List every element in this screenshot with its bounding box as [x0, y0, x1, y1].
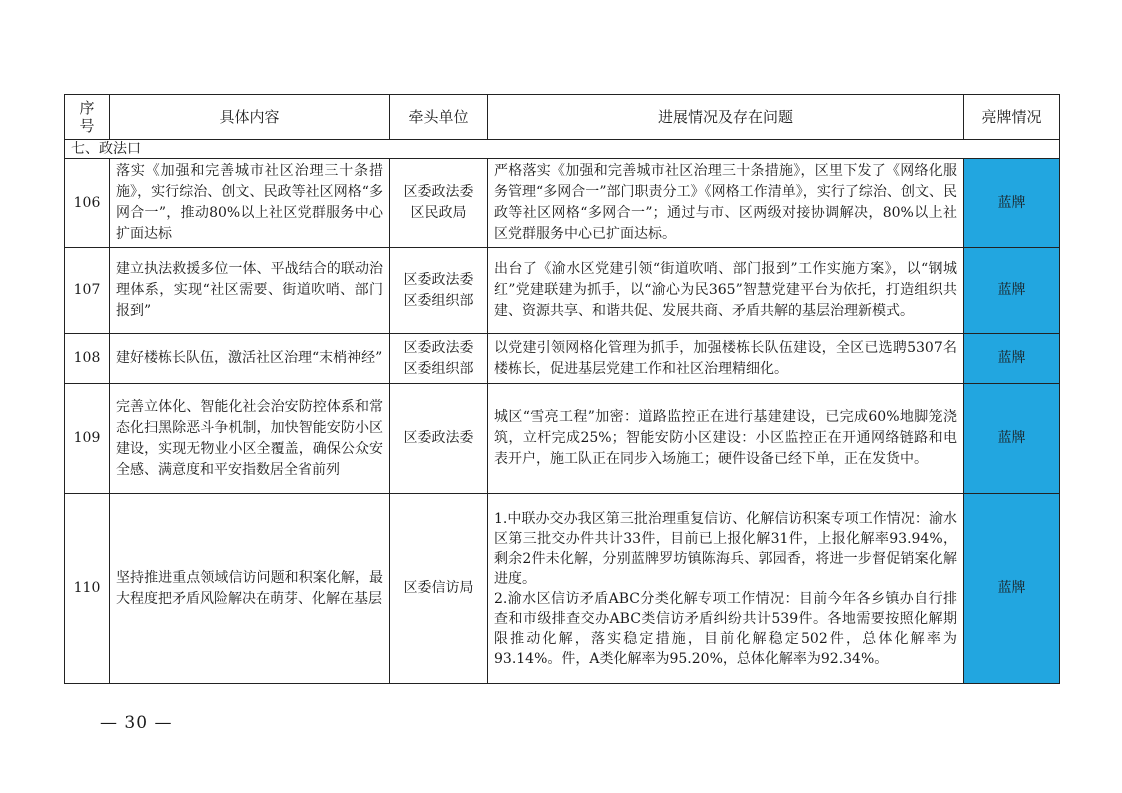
- row-seq: 109: [65, 384, 110, 494]
- row-unit: 区委政法委区委组织部: [390, 248, 488, 334]
- table-row: [65, 494, 1060, 684]
- table-header-row: [65, 95, 1060, 140]
- row-content: 坚持推进重点领域信访问题和积案化解，最大程度把矛盾风险解决在萌芽、化解在基层: [110, 494, 390, 684]
- row-status-badge: 蓝牌: [964, 334, 1060, 384]
- row-content: 完善立体化、智能化社会治安防控体系和常态化扫黑除恶斗争机制，加快智能安防小区建设，实现无物业小区全覆盖，确保公众安全感、满意度和平安指数居全省前列: [110, 384, 390, 494]
- progress-table: [64, 94, 1060, 684]
- table-row: [65, 159, 1060, 248]
- header-seq: 序号: [65, 95, 110, 140]
- row-status-badge: 蓝牌: [964, 248, 1060, 334]
- row-unit: 区委信访局: [390, 494, 488, 684]
- header-status: 亮牌情况: [964, 95, 1060, 140]
- header-progress: 进展情况及存在问题: [488, 95, 964, 140]
- row-seq: 107: [65, 248, 110, 334]
- row-status-badge: 蓝牌: [964, 159, 1060, 248]
- table-row: [65, 248, 1060, 334]
- row-progress: 城区“雪亮工程”加密：道路监控正在进行基建建设，已完成60%地脚笼浇筑，立杆完成25%；智能安防小区建设：小区监控正在开通网络链路和电表开户，施工队正在同步入场施工；硬件设备已经下单，正在发货中。: [488, 384, 964, 494]
- table-row: [65, 384, 1060, 494]
- row-status-badge: 蓝牌: [964, 494, 1060, 684]
- table-row: [65, 334, 1060, 384]
- row-content: 建好楼栋长队伍，激活社区治理“末梢神经”: [110, 334, 390, 384]
- row-progress: 出台了《渝水区党建引领“街道吹哨、部门报到”工作实施方案》，以“钢城红”党建联建为抓手，以“渝心为民365”智慧党建平台为依托，打造组织共建、资源共享、和谐共促、发展共商、矛盾共解的基层治理新模式。: [488, 248, 964, 334]
- row-progress: 严格落实《加强和完善城市社区治理三十条措施》，区里下发了《网络化服务管理“多网合一”部门职责分工》《网格工作清单》，实行了综治、创文、民政等社区网格“多网合一”；通过与市、区两级对接协调解决，80%以上社区党群服务中心已扩面达标。: [488, 159, 964, 248]
- row-progress: 以党建引领网格化管理为抓手，加强楼栋长队伍建设，全区已选聘5307名楼栋长，促进基层党建工作和社区治理精细化。: [488, 334, 964, 384]
- header-content: 具体内容: [110, 95, 390, 140]
- page-number: — 30 —: [100, 713, 173, 733]
- row-seq: 108: [65, 334, 110, 384]
- row-seq: 110: [65, 494, 110, 684]
- row-progress: [488, 494, 964, 684]
- row-seq: 106: [65, 159, 110, 248]
- section-row: [65, 140, 1060, 159]
- row-unit: 区委政法委区民政局: [390, 159, 488, 248]
- row-unit: 区委政法委: [390, 384, 488, 494]
- row-content: 建立执法救援多位一体、平战结合的联动治理体系，实现“社区需要、街道吹哨、部门报到”: [110, 248, 390, 334]
- section-title: 七、政法口: [65, 140, 1060, 159]
- row-status-badge: 蓝牌: [964, 384, 1060, 494]
- header-unit: 牵头单位: [390, 95, 488, 140]
- row-content: 落实《加强和完善城市社区治理三十条措施》，实行综治、创文、民政等社区网格“多网合一”，推动80%以上社区党群服务中心扩面达标: [110, 159, 390, 248]
- progress-item: 1.中联办交办我区第三批治理重复信访、化解信访积案专项工作情况：渝水区第三批交办件共计33件，目前已上报化解31件，上报化解率93.94%，剩余2件未化解，分别蓝牌罗坊镇陈海兵、郭园香，将进一步督促销案化解进度。: [494, 510, 957, 587]
- row-unit: 区委政法委区委组织部: [390, 334, 488, 384]
- progress-item: 2.渝水区信访矛盾ABC分类化解专项工作情况：目前今年各乡镇办自行排查和市级排查交办ABC类信访矛盾纠纷共计539件。各地需要按照化解期限推动化解，落实稳定措施，目前化解稳定502件，总体化解率为93.14%。件，A类化解率为95.20%，总体化解率为92.34%。: [494, 590, 957, 667]
